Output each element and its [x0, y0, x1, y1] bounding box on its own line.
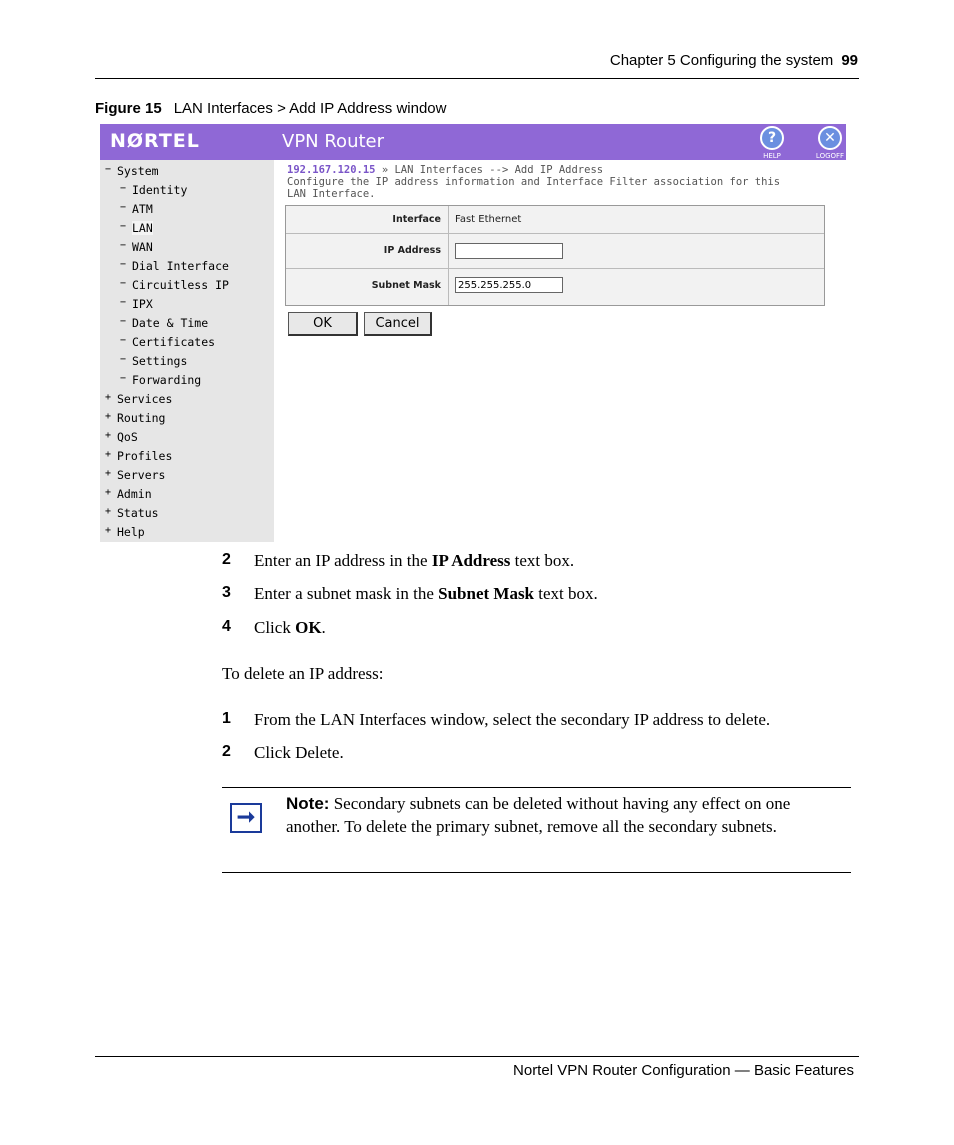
- help-button[interactable]: ? HELP: [752, 126, 792, 160]
- sidebar-item[interactable]: [105, 430, 138, 444]
- header-rule: [95, 78, 859, 79]
- running-header: [610, 52, 858, 69]
- logoff-icon: ✕: [818, 126, 842, 150]
- expand-icon: +: [105, 392, 112, 403]
- expand-icon: +: [105, 525, 112, 536]
- collapse-icon: −: [105, 164, 112, 175]
- form-row-divider: [286, 233, 824, 234]
- sidebar-item[interactable]: [105, 506, 159, 520]
- running-footer: Nortel VPN Router Configuration — Basic Features: [513, 1062, 854, 1079]
- step-text: Click OK.: [254, 618, 326, 637]
- step-number: 2: [222, 743, 231, 760]
- expand-icon: +: [105, 449, 112, 460]
- sidebar-item[interactable]: [105, 468, 165, 482]
- instruction-line-2: LAN Interface.: [287, 188, 376, 200]
- cancel-button[interactable]: Cancel: [364, 312, 432, 336]
- collapse-icon: −: [120, 335, 127, 346]
- sidebar-item-label: QoS: [117, 430, 138, 444]
- expand-icon: +: [105, 430, 112, 441]
- help-icon: ?: [760, 126, 784, 150]
- sidebar-item[interactable]: [105, 487, 152, 501]
- note-label: Note:: [286, 794, 330, 813]
- sidebar-item[interactable]: [120, 259, 229, 273]
- form-divider: [448, 206, 449, 305]
- collapse-icon: −: [120, 373, 127, 384]
- step-number: 1: [222, 710, 231, 727]
- sidebar-item-label: ATM: [132, 202, 153, 216]
- collapse-icon: −: [120, 221, 127, 232]
- step-number: 3: [222, 584, 231, 601]
- sidebar-item[interactable]: [120, 316, 208, 330]
- note-top-rule: [222, 787, 851, 788]
- add-ip-form: [285, 205, 825, 306]
- sidebar-item[interactable]: [120, 373, 201, 387]
- instruction-line-1: Configure the IP address information and Interface Filter association for this: [287, 176, 781, 188]
- arrow-right-icon: ➞: [230, 803, 262, 833]
- sidebar-item[interactable]: [105, 392, 172, 406]
- collapse-icon: −: [120, 354, 127, 365]
- step-number: 2: [222, 551, 231, 568]
- breadcrumb-path: » LAN Interfaces --> Add IP Address: [375, 164, 604, 176]
- figure-label: Figure 15: [95, 100, 162, 117]
- sidebar-item[interactable]: [105, 411, 165, 425]
- sidebar-item[interactable]: [120, 221, 153, 235]
- collapse-icon: −: [120, 183, 127, 194]
- sidebar-item-label: Date & Time: [132, 316, 209, 330]
- sidebar-item-label: WAN: [132, 240, 153, 254]
- delete-intro: To delete an IP address:: [222, 664, 384, 683]
- sidebar-item[interactable]: [120, 278, 229, 292]
- sidebar-item-label: Routing: [117, 411, 166, 425]
- step-text: From the LAN Interfaces window, select the secondary IP address to delete.: [254, 710, 771, 729]
- ip-address-label: IP Address: [383, 245, 441, 256]
- note-body: Secondary subnets can be deleted without having any effect on one another. To delete the primary subnet, remove all the secondary subnets.: [286, 794, 791, 836]
- sidebar-item-label: Circuitless IP: [132, 278, 229, 292]
- logoff-button[interactable]: ✕ LOGOFF: [810, 126, 846, 160]
- product-title: VPN Router: [282, 131, 385, 152]
- ip-address-input[interactable]: [455, 243, 563, 259]
- expand-icon: +: [105, 487, 112, 498]
- figure-caption: [95, 100, 447, 117]
- top-banner: [100, 124, 846, 160]
- collapse-icon: −: [120, 259, 127, 270]
- sidebar-item-label: Help: [117, 525, 145, 539]
- note-box: [222, 787, 851, 873]
- collapse-icon: −: [120, 297, 127, 308]
- sidebar-item[interactable]: [105, 164, 159, 178]
- subnet-mask-label: Subnet Mask: [371, 280, 441, 291]
- step-text: Enter an IP address in the IP Address text box.: [254, 551, 575, 570]
- note-text: [286, 792, 846, 838]
- sidebar-item-label: Certificates: [132, 335, 216, 349]
- step-number: 4: [222, 618, 231, 635]
- collapse-icon: −: [120, 316, 127, 327]
- sidebar-item-label: LAN: [132, 221, 153, 235]
- sidebar-item-label: Servers: [117, 468, 166, 482]
- router-ip: 192.167.120.15: [287, 164, 376, 176]
- sidebar-item-label: Identity: [132, 183, 188, 197]
- note-bottom-rule: [222, 872, 851, 873]
- page-number: 99: [841, 52, 858, 69]
- sidebar-item[interactable]: [120, 297, 153, 311]
- footer-rule: [95, 1056, 859, 1057]
- subnet-mask-input[interactable]: 255.255.255.0: [455, 277, 563, 293]
- sidebar-item-label: Status: [117, 506, 159, 520]
- step-text: Enter a subnet mask in the Subnet Mask text box.: [254, 584, 598, 603]
- sidebar-item-label: IPX: [132, 297, 153, 311]
- breadcrumb: [287, 164, 780, 200]
- expand-icon: +: [105, 506, 112, 517]
- sidebar-item-label: Profiles: [117, 449, 173, 463]
- collapse-icon: −: [120, 278, 127, 289]
- expand-icon: +: [105, 468, 112, 479]
- sidebar-item[interactable]: [105, 449, 172, 463]
- form-row-divider: [286, 268, 824, 269]
- collapse-icon: −: [120, 240, 127, 251]
- sidebar-item-label: Settings: [132, 354, 188, 368]
- figure-title: LAN Interfaces > Add IP Address window: [173, 100, 447, 117]
- chapter-title: Chapter 5 Configuring the system: [609, 52, 834, 69]
- sidebar-item-label: Forwarding: [132, 373, 202, 387]
- sidebar-item-label: Admin: [117, 487, 152, 501]
- sidebar-item-label: Services: [117, 392, 173, 406]
- sidebar-item[interactable]: [105, 525, 145, 539]
- nortel-logo: NØRTEL: [110, 130, 200, 152]
- vpn-router-window: [100, 124, 846, 542]
- sidebar-item[interactable]: [120, 354, 187, 368]
- sidebar-item[interactable]: [120, 240, 153, 254]
- ok-button[interactable]: OK: [288, 312, 358, 336]
- collapse-icon: −: [120, 202, 127, 213]
- sidebar-item[interactable]: [120, 183, 187, 197]
- sidebar-item[interactable]: [120, 202, 153, 216]
- sidebar-item-label: Dial Interface: [132, 259, 229, 273]
- interface-label: Interface: [392, 214, 441, 225]
- sidebar-item[interactable]: [120, 335, 215, 349]
- expand-icon: +: [105, 411, 112, 422]
- step-text: Click Delete.: [254, 743, 344, 762]
- sidebar-item-label: System: [117, 164, 159, 178]
- interface-value: Fast Ethernet: [455, 214, 522, 225]
- sidebar-nav: [100, 160, 274, 542]
